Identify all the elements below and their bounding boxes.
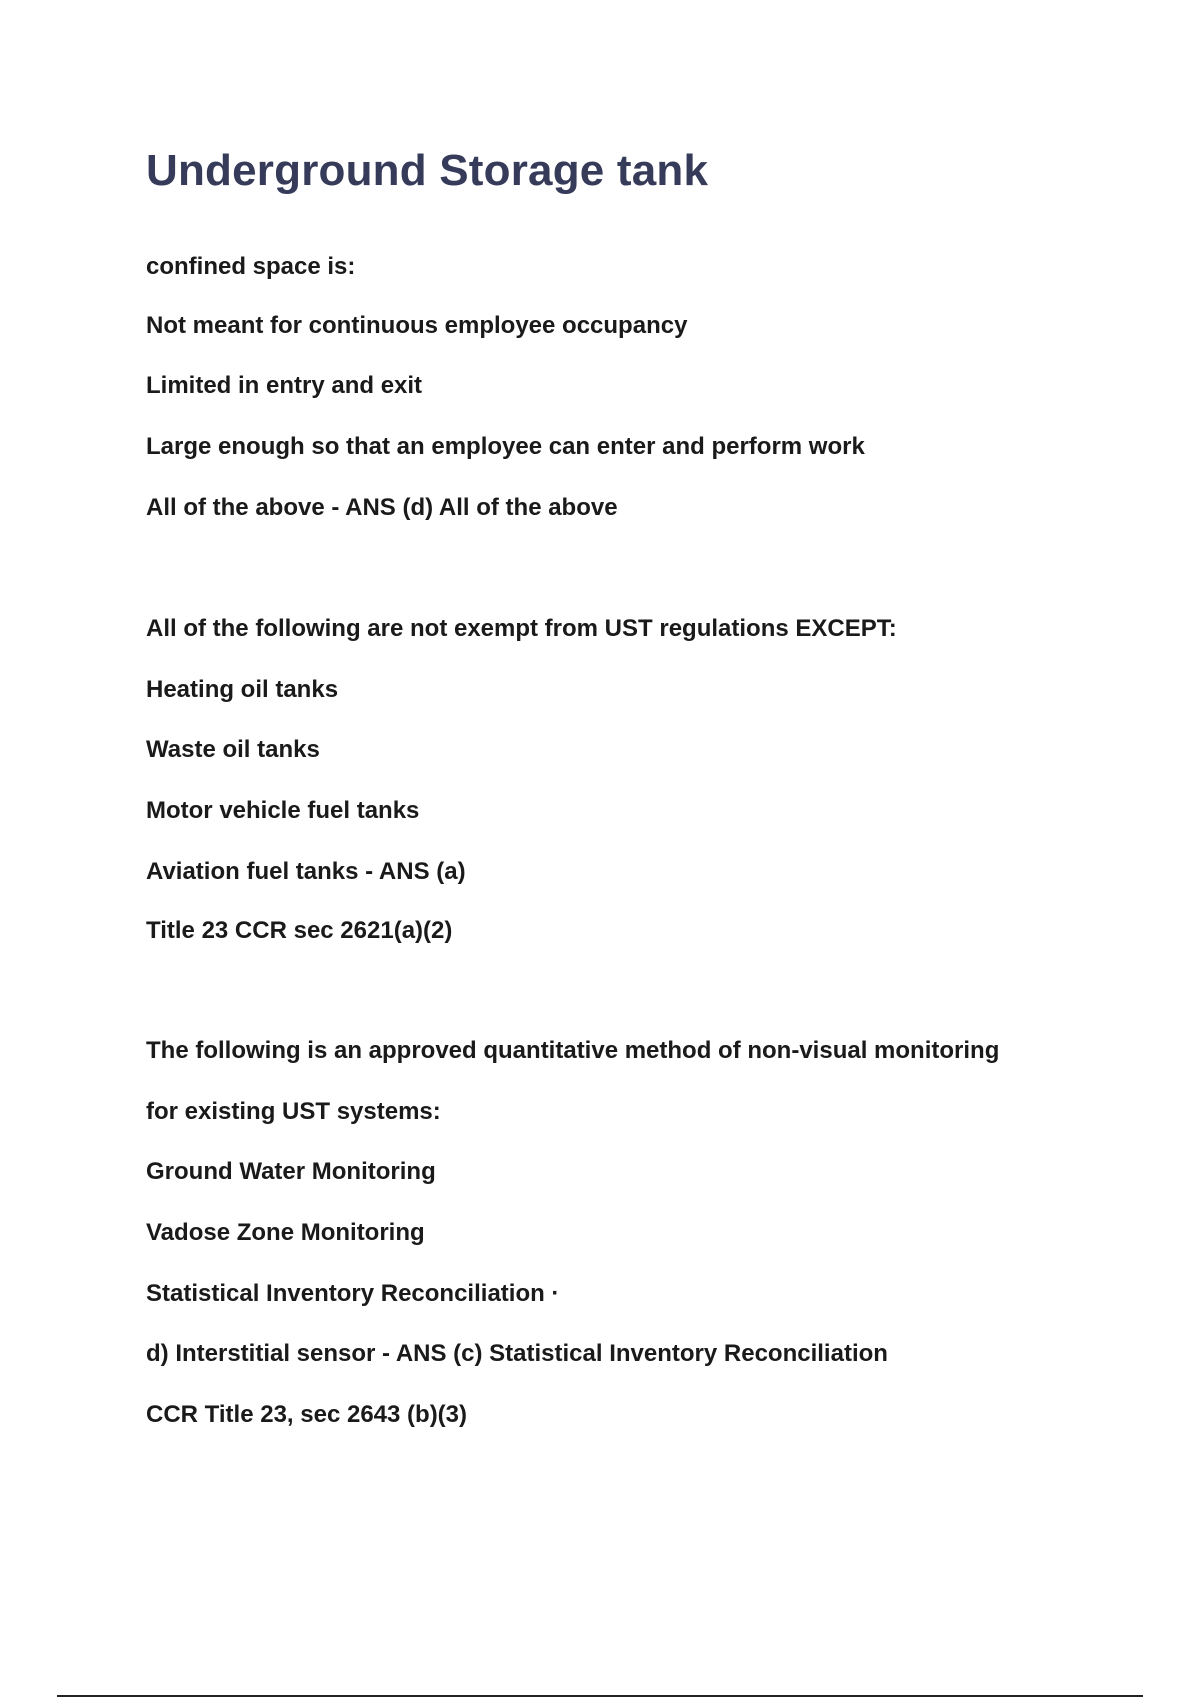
page-title: Underground Storage tank xyxy=(146,146,709,195)
question-2-option-b: Waste oil tanks xyxy=(146,736,320,763)
question-3-option-a: Ground Water Monitoring xyxy=(146,1158,436,1185)
question-2-option-a: Heating oil tanks xyxy=(146,676,339,703)
question-2-reference: Title 23 CCR sec 2621(a)(2) xyxy=(146,917,453,944)
question-3-prompt-line-1: The following is an approved quantitative method of non-visual monitoring xyxy=(146,1037,1000,1064)
question-2-prompt: All of the following are not exempt from UST regulations EXCEPT: xyxy=(146,615,897,642)
question-3-reference: CCR Title 23, sec 2643 (b)(3) xyxy=(146,1401,468,1428)
question-1-option-a: Not meant for continuous employee occupancy xyxy=(146,312,688,339)
question-3-prompt-line-2: for existing UST systems: xyxy=(146,1098,441,1125)
question-1-option-b: Limited in entry and exit xyxy=(146,372,423,399)
question-3-option-c: Statistical Inventory Reconciliation · xyxy=(146,1280,560,1307)
question-2-answer: Aviation fuel tanks - ANS (a) xyxy=(146,858,466,885)
question-3-option-b: Vadose Zone Monitoring xyxy=(146,1219,425,1246)
question-1-option-c: Large enough so that an employee can enter and perform work xyxy=(146,433,865,460)
question-3-answer: d) Interstitial sensor - ANS (c) Statistical Inventory Reconciliation xyxy=(146,1340,888,1367)
bottom-divider xyxy=(57,1695,1143,1697)
question-1-prompt: confined space is: xyxy=(146,253,356,280)
question-1-answer: All of the above - ANS (d) All of the above xyxy=(146,494,618,521)
question-2-option-c: Motor vehicle fuel tanks xyxy=(146,797,420,824)
